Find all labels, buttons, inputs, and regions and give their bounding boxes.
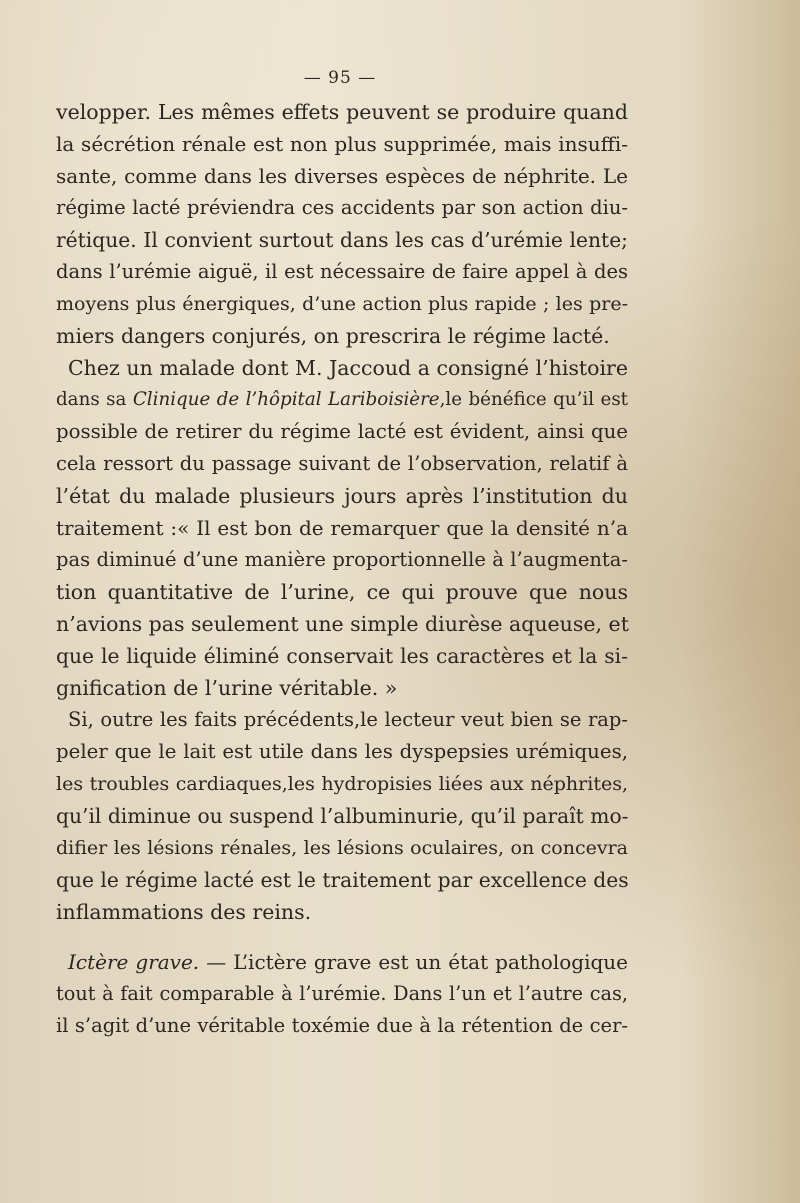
text-line: régime lacté préviendra ces accidents par son action diu- [56,196,628,219]
text-line: gnification de l’urine véritable. » [56,676,398,700]
text-line: tion quantitative de l’urine, ce qui prouve que nous [56,580,628,604]
text-line: que le liquide éliminé conservait les caractères et la si- [56,644,628,668]
text-segment: dans sa [56,389,133,410]
text-line: rétique. Il convient surtout dans les cas d’urémie lente; [56,228,628,252]
text-line: que le régime lacté est le traitement par excellence des [56,868,629,892]
text-line: cela ressort du passage suivant de l’observation, relatif à [56,452,628,475]
text-line: miers dangers conjurés, on prescrira le régime lacté. [56,324,610,348]
text-line: la sécrétion rénale est non plus supprimée, mais insuffi- [56,132,628,156]
text-segment: ,le bénéfice qu’il est [439,389,629,410]
text-line: Chez un malade dont M. Jaccoud a consigné l’histoire [68,356,628,380]
text-line: l’état du malade plusieurs jours après l’institution du [56,484,628,508]
text-line: tout à fait comparable à l’urémie. Dans l’un et l’autre cas, [56,982,628,1005]
text-segment: — L’ictère grave est un état pathologique [199,950,628,974]
text-line: pas diminué d’une manière proportionnelle à l’augmenta- [56,548,628,571]
text-line: velopper. Les mêmes effets peuvent se produire quand [56,100,628,124]
text-line: moyens plus énergiques, d’une action plus rapide ; les pre- [56,293,628,315]
page-number: — 95 — [303,68,377,88]
text-line: traitement :« Il est bon de remarquer que la densité n’a [56,516,628,540]
text-line: qu’il diminue ou suspend l’albuminurie, qu’il paraît mo- [56,804,629,828]
text-line: Si, outre les faits précédents,le lecteur veut bien se rap- [68,708,628,731]
text-line: dans l’urémie aiguë, il est nécessaire de faire appel à des [56,260,628,283]
book-title: Clinique de l’hôpital Lariboisière [132,389,440,410]
text-line: il s’agit d’une véritable toxémie due à la rétention de cer- [56,1014,628,1037]
text-line [56,386,628,414]
text-line: possible de retirer du régime lacté est évident, ainsi que [56,420,628,443]
text-line: inflammations des reins. [56,900,312,924]
text-line: difier les lésions rénales, les lésions oculaires, on concevra [56,837,628,859]
text-line: n’avions pas seulement une simple diurèse aqueuse, et [56,612,629,636]
text-line: sante, comme dans les diverses espèces de néphrite. Le [56,164,628,188]
text-line [68,948,628,976]
text-line: les troubles cardiaques,les hydropisies liées aux néphrites, [56,773,628,795]
text-line: peler que le lait est utile dans les dyspepsies urémiques, [56,740,628,763]
section-heading: Ictère grave. [68,950,200,974]
